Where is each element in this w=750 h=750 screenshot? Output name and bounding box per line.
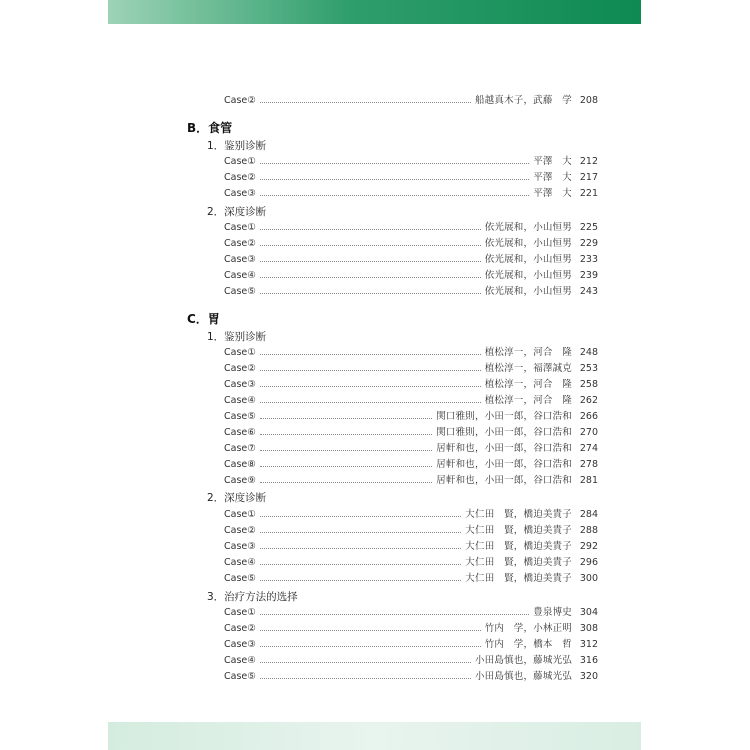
leader-dots	[260, 564, 462, 565]
authors: 大仁田 賢，橋迫美貴子	[465, 557, 572, 568]
page-number: 320	[579, 671, 598, 682]
page-number: 316	[579, 655, 598, 666]
case-label: Case④	[224, 655, 256, 666]
leader-dots	[260, 163, 529, 164]
leader-dots	[260, 402, 481, 403]
page-number: 300	[579, 573, 598, 584]
leader-dots	[260, 102, 471, 103]
case-label: Case⑧	[224, 459, 256, 470]
authors: 植松淳一，河合 隆	[484, 347, 572, 358]
subsection-title: 1．鉴别诊断	[207, 331, 267, 343]
page-number: 217	[579, 172, 598, 183]
leader-dots	[260, 277, 481, 278]
case-label: Case①	[224, 222, 256, 233]
authors: 植松淳一，河合 隆	[484, 395, 572, 406]
toc-entry	[224, 378, 598, 392]
toc-entry	[224, 442, 598, 456]
case-label: Case⑤	[224, 411, 256, 422]
toc-entry	[224, 269, 598, 283]
toc-entry	[224, 221, 598, 235]
leader-dots	[260, 614, 529, 615]
page-number: 292	[579, 541, 598, 552]
page-number: 233	[579, 254, 598, 265]
section-title: B．食管	[187, 121, 233, 135]
case-label: Case⑨	[224, 475, 256, 486]
authors: 依光展和，小山恒男	[484, 270, 572, 281]
page-number: 208	[579, 95, 598, 106]
case-label: Case②	[224, 525, 256, 536]
case-label: Case①	[224, 509, 256, 520]
toc-entry	[224, 171, 598, 185]
case-label: Case④	[224, 270, 256, 281]
toc-entry	[224, 410, 598, 424]
toc-entry	[224, 508, 598, 522]
case-label: Case⑥	[224, 427, 256, 438]
subsection-title: 2．深度诊断	[207, 492, 267, 504]
page-number: 270	[579, 427, 598, 438]
authors: 依光展和，小山恒男	[484, 238, 572, 249]
authors: 平澤 大	[533, 156, 572, 167]
case-label: Case①	[224, 607, 256, 618]
authors: 竹内 学，小林正明	[484, 623, 572, 634]
case-label: Case③	[224, 541, 256, 552]
case-label: Case②	[224, 363, 256, 374]
toc-entry	[224, 94, 598, 108]
toc-entry	[224, 237, 598, 251]
authors: 大仁田 賢，橋迫美貴子	[465, 525, 572, 536]
toc-entry	[224, 606, 598, 620]
toc-entry	[224, 285, 598, 299]
toc-entry	[224, 524, 598, 538]
toc-entry	[224, 346, 598, 360]
authors: 平澤 大	[533, 172, 572, 183]
authors: 居軒和也，小田一郎，谷口浩和	[436, 459, 572, 470]
authors: 依光展和，小山恒男	[484, 222, 572, 233]
authors: 依光展和，小山恒男	[484, 254, 572, 265]
authors: 小田島慎也，藤城光弘	[474, 655, 572, 666]
subsection-title: 2．深度诊断	[207, 206, 267, 218]
case-label: Case⑤	[224, 573, 256, 584]
authors: 大仁田 賢，橋迫美貴子	[465, 541, 572, 552]
authors: 大仁田 賢，橋迫美貴子	[465, 573, 572, 584]
authors: 船越真木子，武藤 学	[474, 95, 572, 106]
toc-entry	[224, 670, 598, 684]
leader-dots	[260, 450, 432, 451]
toc-entry	[224, 622, 598, 636]
authors: 平澤 大	[533, 188, 572, 199]
case-label: Case③	[224, 379, 256, 390]
case-label: Case③	[224, 639, 256, 650]
case-label: Case④	[224, 395, 256, 406]
toc-entry	[224, 556, 598, 570]
toc-entry	[224, 474, 598, 488]
page-number: 229	[579, 238, 598, 249]
authors: 小田島慎也，藤城光弘	[474, 671, 572, 682]
leader-dots	[260, 354, 481, 355]
leader-dots	[260, 532, 462, 533]
toc-entry	[224, 654, 598, 668]
page-number: 221	[579, 188, 598, 199]
leader-dots	[260, 662, 471, 663]
leader-dots	[260, 245, 481, 246]
page-number: 248	[579, 347, 598, 358]
toc-entry	[224, 572, 598, 586]
case-label: Case②	[224, 172, 256, 183]
page-number: 296	[579, 557, 598, 568]
page-number: 266	[579, 411, 598, 422]
subsection-title: 1．鉴别诊断	[207, 140, 267, 152]
case-label: Case②	[224, 623, 256, 634]
leader-dots	[260, 466, 432, 467]
leader-dots	[260, 418, 432, 419]
leader-dots	[260, 370, 481, 371]
authors: 竹内 学，橋本 哲	[484, 639, 572, 650]
authors: 豊泉博史	[533, 607, 572, 618]
toc-entry	[224, 253, 598, 267]
authors: 居軒和也，小田一郎，谷口浩和	[436, 443, 572, 454]
toc-entry	[224, 394, 598, 408]
case-label: Case②	[224, 95, 256, 106]
page-number: 243	[579, 286, 598, 297]
leader-dots	[260, 434, 432, 435]
leader-dots	[260, 261, 481, 262]
case-label: Case①	[224, 347, 256, 358]
page-number: 262	[579, 395, 598, 406]
leader-dots	[260, 516, 462, 517]
authors: 関口雅則，小田一郎，谷口浩和	[436, 411, 572, 422]
leader-dots	[260, 630, 481, 631]
leader-dots	[260, 293, 481, 294]
page-number: 288	[579, 525, 598, 536]
case-label: Case⑤	[224, 286, 256, 297]
page-number: 258	[579, 379, 598, 390]
case-label: Case③	[224, 188, 256, 199]
case-label: Case⑤	[224, 671, 256, 682]
page-number: 274	[579, 443, 598, 454]
authors: 依光展和，小山恒男	[484, 286, 572, 297]
authors: 関口雅則，小田一郎，谷口浩和	[436, 427, 572, 438]
page-number: 281	[579, 475, 598, 486]
page-number: 253	[579, 363, 598, 374]
case-label: Case④	[224, 557, 256, 568]
toc-entry	[224, 187, 598, 201]
page-number: 284	[579, 509, 598, 520]
page-number: 278	[579, 459, 598, 470]
leader-dots	[260, 482, 432, 483]
leader-dots	[260, 386, 481, 387]
case-label: Case⑦	[224, 443, 256, 454]
case-label: Case③	[224, 254, 256, 265]
authors: 植松淳一，福澤誠克	[484, 363, 572, 374]
leader-dots	[260, 548, 462, 549]
page-number: 312	[579, 639, 598, 650]
leader-dots	[260, 229, 481, 230]
leader-dots	[260, 179, 529, 180]
authors: 植松淳一，河合 隆	[484, 379, 572, 390]
toc-entry	[224, 458, 598, 472]
authors: 大仁田 賢，橋迫美貴子	[465, 509, 572, 520]
page-number: 239	[579, 270, 598, 281]
page-number: 308	[579, 623, 598, 634]
toc-entry	[224, 155, 598, 169]
case-label: Case①	[224, 156, 256, 167]
toc-entry	[224, 362, 598, 376]
leader-dots	[260, 580, 462, 581]
authors: 居軒和也，小田一郎，谷口浩和	[436, 475, 572, 486]
toc-entry	[224, 426, 598, 440]
leader-dots	[260, 195, 529, 196]
leader-dots	[260, 646, 481, 647]
toc-entry	[224, 540, 598, 554]
subsection-title: 3．治疗方法的选择	[207, 591, 298, 603]
leader-dots	[260, 678, 471, 679]
page-number: 212	[579, 156, 598, 167]
page-number: 304	[579, 607, 598, 618]
page-number: 225	[579, 222, 598, 233]
case-label: Case②	[224, 238, 256, 249]
section-title: C．胃	[187, 312, 220, 326]
toc-entry	[224, 638, 598, 652]
